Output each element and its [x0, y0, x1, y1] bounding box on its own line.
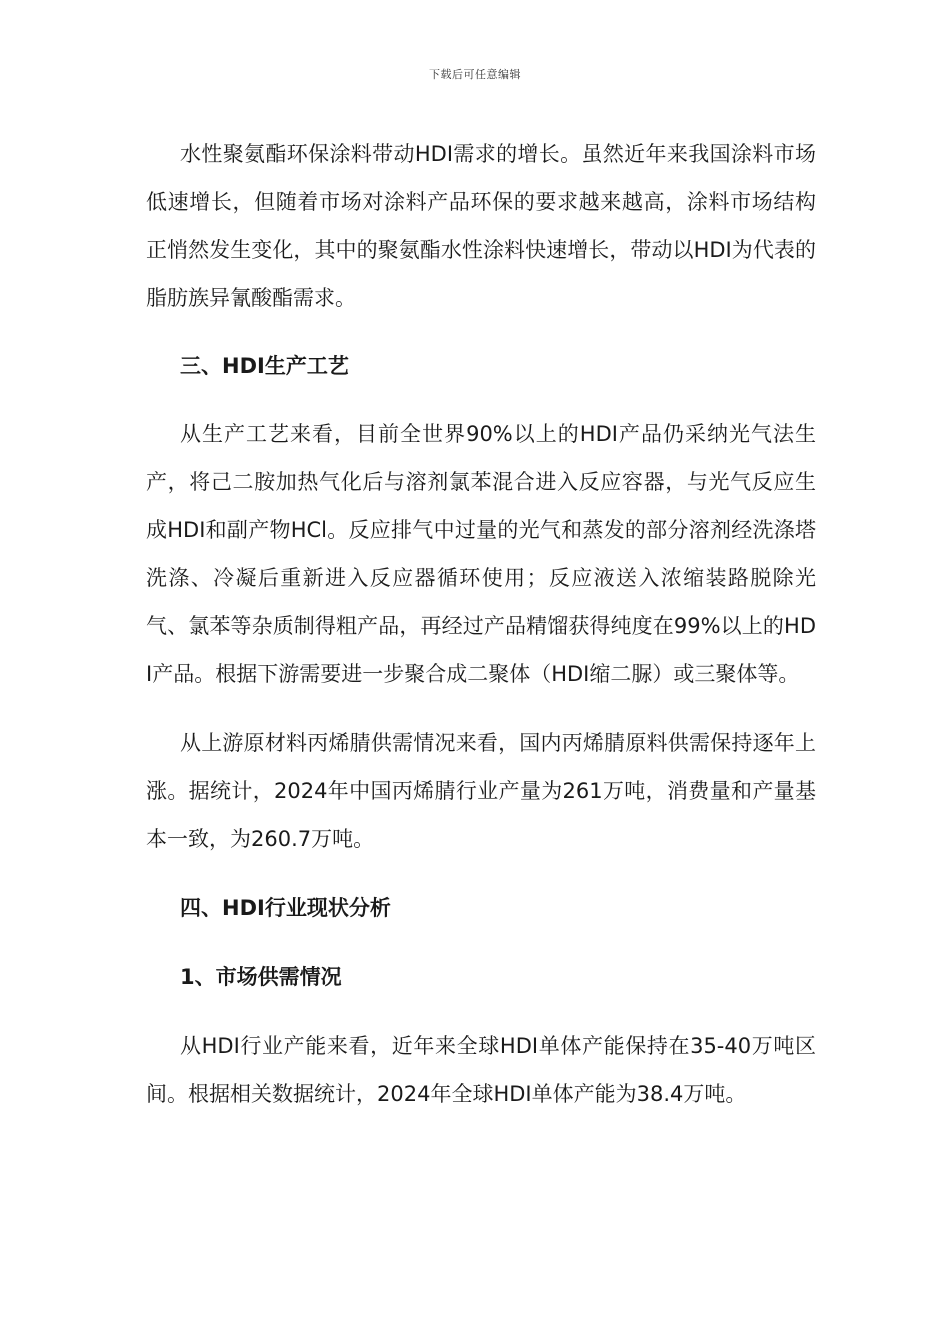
header-note: 下载后可任意编辑: [429, 68, 521, 81]
subsection-heading-supply-demand: 1、市场供需情况: [180, 965, 342, 989]
paragraph-hdi-capacity: 从HDI行业产能来看，近年来全球HDI单体产能保持在35-40万吨区间。根据相关数据统计，2024年全球HDI单体产能为38.4万吨。: [146, 1034, 816, 1106]
paragraph-production-process: 从生产工艺来看，目前全世界90%以上的HDI产品仍采纳光气法生产，将己二胺加热气化后与溶剂氯苯混合进入反应容器，与光气反应生成HDI和副产物HCl。反应排气中过量的光气和蒸发的部分溶剂经洗涤塔洗涤、冷凝后重新进入反应器循环使用；反应液送入浓缩装路脱除光气、氯苯等杂质制得粗产品，再经过产品精馏获得纯度在99%以上的HDI产品。根据下游需要进一步聚合成二聚体（HDI缩二脲）或三聚体等。: [146, 422, 816, 686]
document-body: [146, 130, 816, 1118]
section-heading-industry-status: 四、HDI行业现状分析: [180, 896, 391, 920]
paragraph-waterborne-coatings: 水性聚氨酯环保涂料带动HDI需求的增长。虽然近年来我国涂料市场低速增长，但随着市场对涂料产品环保的要求越来越高，涂料市场结构正悄然发生变化，其中的聚氨酯水性涂料快速增长，带动以HDI为代表的脂肪族异氰酸酯需求。: [146, 142, 816, 310]
paragraph-acrylonitrile-supply: 从上游原材料丙烯腈供需情况来看，国内丙烯腈原料供需保持逐年上涨。据统计，2024年中国丙烯腈行业产量为261万吨，消费量和产量基本一致，为260.7万吨。: [146, 731, 816, 851]
section-heading-production-process: 三、HDI生产工艺: [180, 354, 349, 378]
